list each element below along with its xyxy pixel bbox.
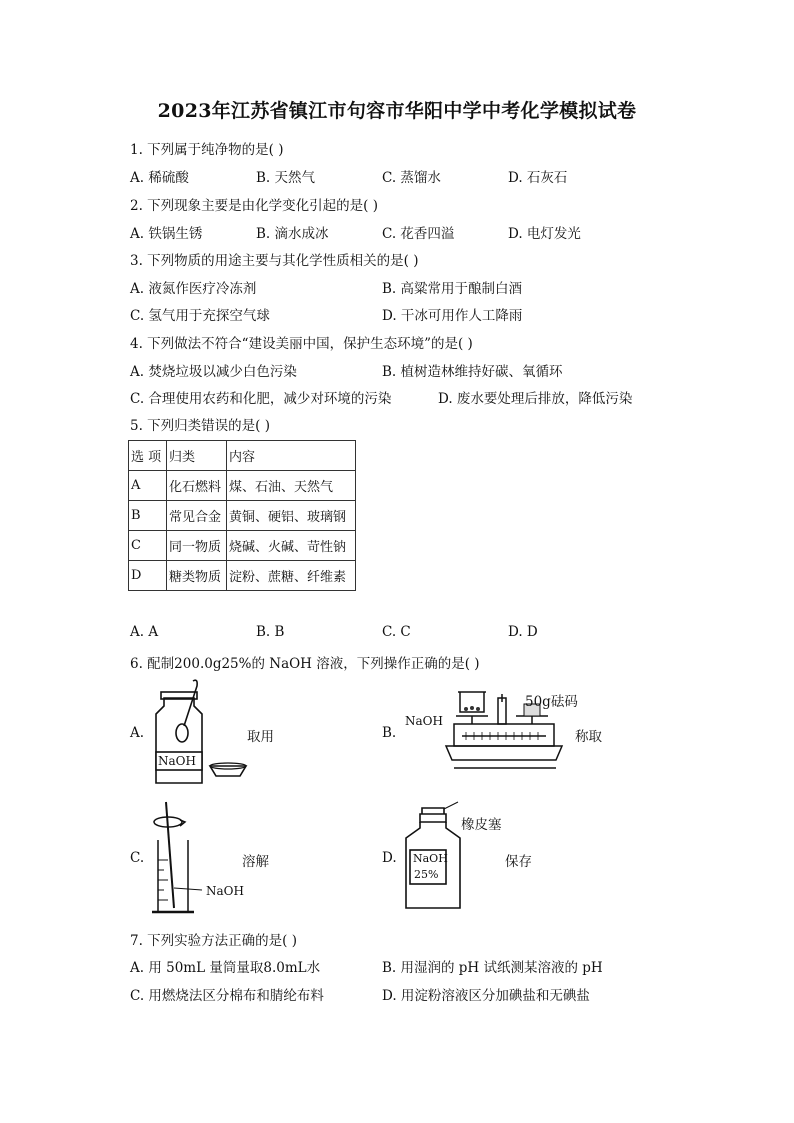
q5-option-a: A. A <box>130 624 159 640</box>
naoh-label-a: NaOH <box>158 754 196 768</box>
table-cell: 常见合金 <box>167 501 227 531</box>
q7-option-b: B. 用湿润的 pH 试纸测某溶液的 pH <box>382 960 603 976</box>
q5-option-c: C. C <box>382 624 411 640</box>
table-cell: 烧碱、火碱、苛性钠 <box>227 531 356 561</box>
q2-option-b: B. 滴水成冰 <box>256 226 329 242</box>
q5-option-d: D. D <box>508 624 538 640</box>
q4-option-a: A. 焚烧垃圾以减少白色污染 <box>130 364 297 380</box>
table-header-cell: 归类 <box>167 441 227 471</box>
weight-label: 50g砝码 <box>525 694 578 710</box>
q1-option-d: D. 石灰石 <box>508 170 568 186</box>
q3-option-d: D. 干冰可用作人工降雨 <box>382 308 523 324</box>
table-cell: D <box>129 561 167 591</box>
q1-option-c: C. 蒸馏水 <box>382 170 441 186</box>
q6-option-a-caption: 取用 <box>247 729 274 745</box>
question-1-stem: 1. 下列属于纯净物的是( ) <box>130 142 284 158</box>
question-4-stem: 4. 下列做法不符合“建设美丽中国，保护生态环境”的是( ) <box>130 336 473 352</box>
stopper-label: 橡皮塞 <box>461 817 502 833</box>
table-cell: 同一物质 <box>167 531 227 561</box>
q1-option-b: B. 天然气 <box>256 170 316 186</box>
classification-table <box>128 440 356 591</box>
q2-option-c: C. 花香四溢 <box>382 226 455 242</box>
q5-option-b: B. B <box>256 624 285 640</box>
table-cell: C <box>129 531 167 561</box>
q3-option-c: C. 氢气用于充探空气球 <box>130 308 270 324</box>
table-header-row <box>129 441 356 471</box>
table-cell: 黄铜、硬铝、玻璃钢 <box>227 501 356 531</box>
table-cell: B <box>129 501 167 531</box>
table-cell: 煤、石油、天然气 <box>227 471 356 501</box>
naoh-label-b: NaOH <box>405 714 443 728</box>
q4-option-b: B. 植树造林维持好碳、氧循环 <box>382 364 563 380</box>
q6-option-b-caption: 称取 <box>575 729 602 745</box>
q2-option-d: D. 电灯发光 <box>508 226 581 242</box>
q6-option-d-letter: D. <box>382 850 397 866</box>
q6-option-b-letter: B. <box>382 725 397 741</box>
q4-option-d: D. 废水要处理后排放，降低污染 <box>438 391 633 407</box>
question-7-stem: 7. 下列实验方法正确的是( ) <box>130 933 297 949</box>
question-5-stem: 5. 下列归类错误的是( ) <box>130 418 270 434</box>
table-header-cell: 内容 <box>227 441 356 471</box>
table-row <box>129 501 356 531</box>
table-cell: 化石燃料 <box>167 471 227 501</box>
table-cell: A <box>129 471 167 501</box>
q3-option-b: B. 高粱常用于酿制白酒 <box>382 281 523 297</box>
dissolving-beaker-diagram <box>150 800 230 920</box>
q6-option-c-caption: 溶解 <box>242 854 269 870</box>
q3-option-a: A. 液氮作医疗冷冻剂 <box>130 281 257 297</box>
reagent-bottle-diagram <box>148 678 248 788</box>
table-cell: 淀粉、蔗糖、纤维素 <box>227 561 356 591</box>
q6-option-a-letter: A. <box>130 725 145 741</box>
q7-option-a: A. 用 50mL 量筒量取8.0mL水 <box>130 960 321 976</box>
naoh-label-c: NaOH <box>206 884 244 898</box>
table-row <box>129 531 356 561</box>
page-title: 2023年江苏省镇江市句容市华阳中学中考化学模拟试卷 <box>157 100 637 122</box>
table-row <box>129 561 356 591</box>
q7-option-c: C. 用燃烧法区分棉布和腈纶布料 <box>130 988 324 1004</box>
question-2-stem: 2. 下列现象主要是由化学变化引起的是( ) <box>130 198 378 214</box>
concentration-label: 25% <box>414 868 439 881</box>
q2-option-a: A. 铁锅生锈 <box>130 226 203 242</box>
q7-option-d: D. 用淀粉溶液区分加碘盐和无碘盐 <box>382 988 590 1004</box>
q6-option-c-letter: C. <box>130 850 145 866</box>
table-cell: 糖类物质 <box>167 561 227 591</box>
table-row <box>129 471 356 501</box>
question-3-stem: 3. 下列物质的用途主要与其化学性质相关的是( ) <box>130 253 419 269</box>
q4-option-c: C. 合理使用农药和化肥，减少对环境的污染 <box>130 391 392 407</box>
q1-option-a: A. 稀硫酸 <box>130 170 189 186</box>
table-header-cell: 选 项 <box>129 441 167 471</box>
q6-option-d-caption: 保存 <box>505 854 532 870</box>
question-6-stem: 6. 配制200.0g25%的 NaOH 溶液，下列操作正确的是( ) <box>130 656 480 672</box>
naoh-label-d: NaOH <box>413 852 448 865</box>
